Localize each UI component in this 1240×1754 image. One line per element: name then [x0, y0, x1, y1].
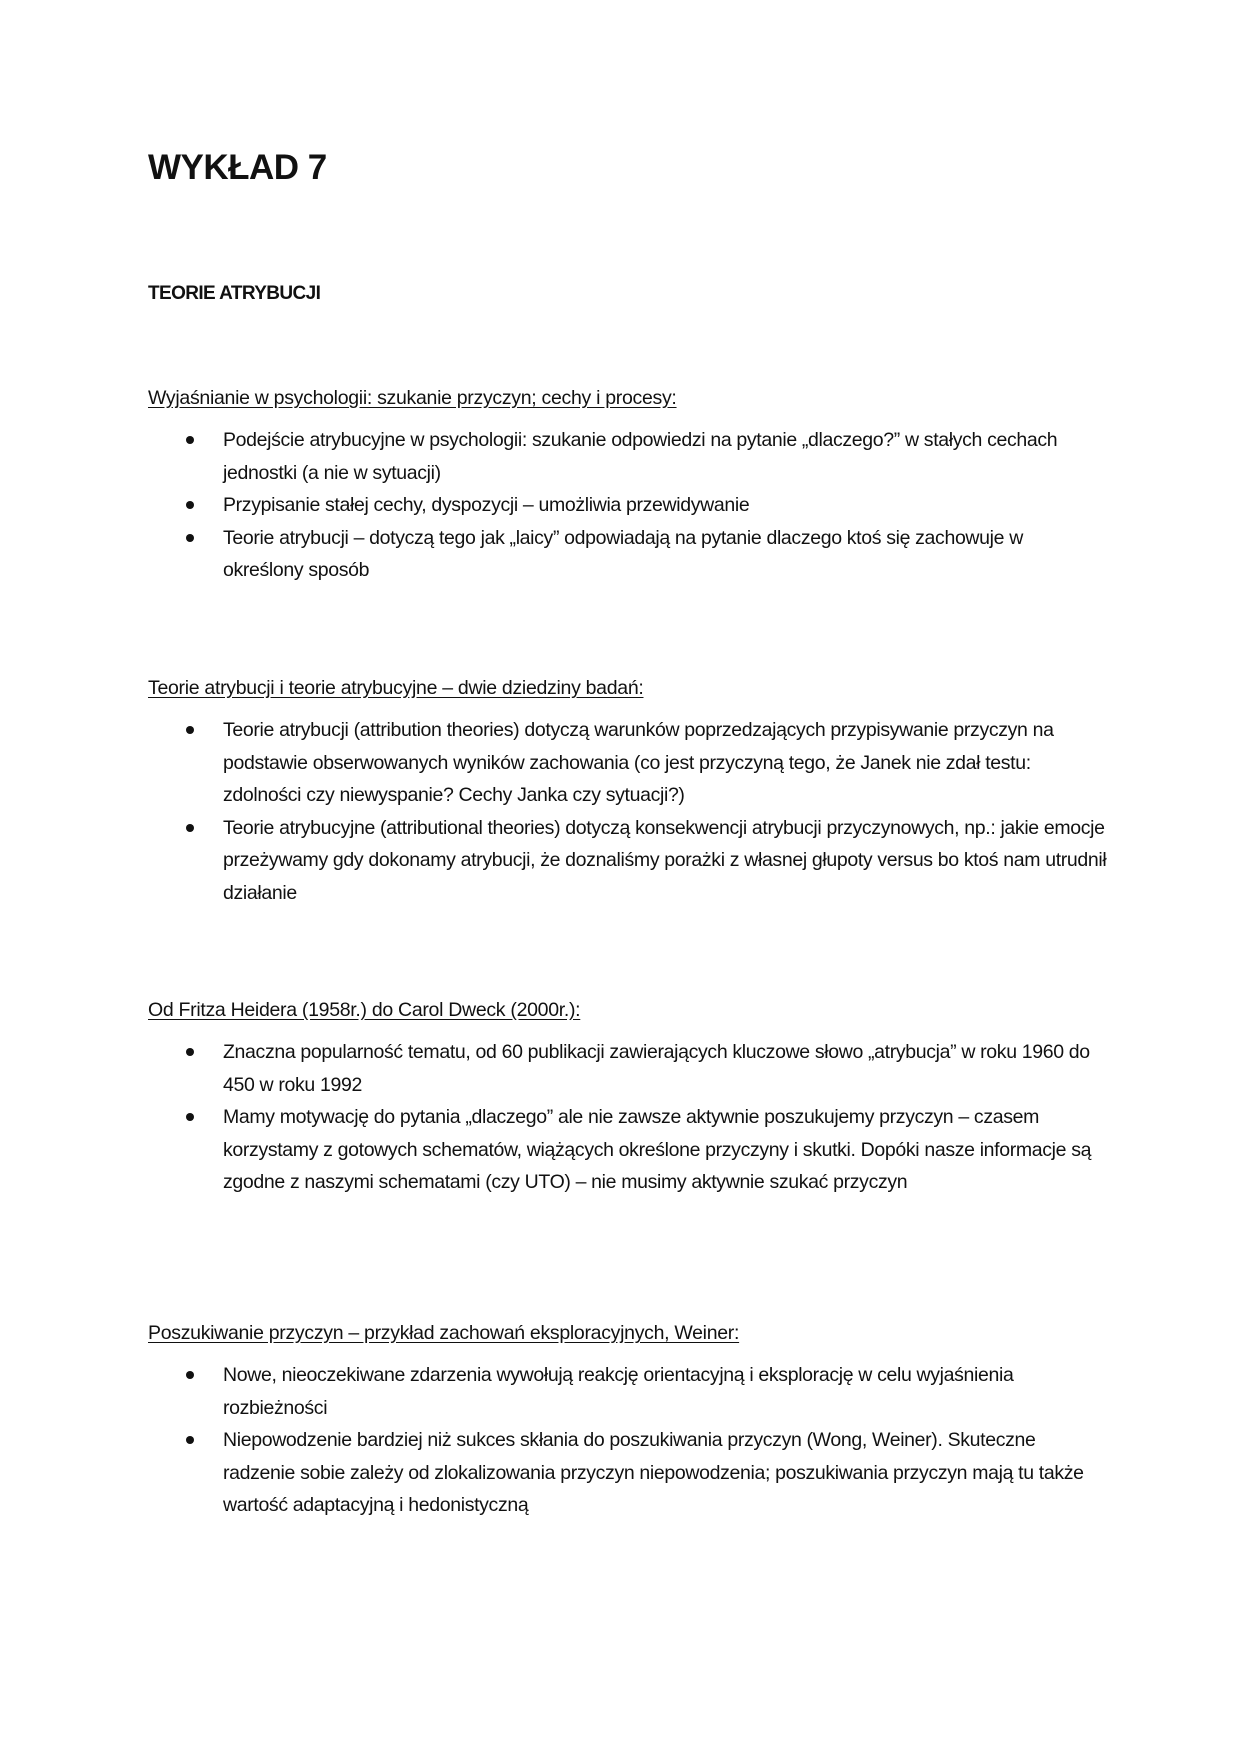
list-item — [148, 812, 1108, 910]
list-item-text: Nowe, nieoczekiwane zdarzenia wywołują reakcję orientacyjną i eksplorację w celu wyjaśnienia rozbieżności — [223, 1364, 1014, 1419]
bullet-list — [148, 424, 1088, 587]
bullet-icon — [186, 436, 194, 444]
bullet-icon — [186, 1436, 194, 1444]
section-heading: Poszukiwanie przyczyn – przykład zachowań eksploracyjnych, Weiner: — [148, 1322, 740, 1344]
list-item-text: Teorie atrybucji – dotyczą tego jak „laicy” odpowiadają na pytanie dlaczego ktoś się zachowuje w określony sposób — [223, 526, 1023, 581]
bullet-icon — [186, 534, 194, 542]
list-item — [148, 1424, 1108, 1522]
bullet-list — [148, 1359, 1088, 1522]
list-item-text: Teorie atrybucji (attribution theories) dotyczą warunków poprzedzających przypisywanie przyczyn na podstawie obserwowanych wyników zachowania (co jest przyczyną tego, że Janek nie zdał testu: zdolności czy niewyspanie? Cechy Janka czy sytuacji?) — [223, 719, 1054, 806]
section-heading: Od Fritza Heidera (1958r.) do Carol Dweck (2000r.): — [148, 999, 581, 1021]
bullet-list — [148, 714, 1107, 909]
list-item-text: Podejście atrybucyjne w psychologii: szukanie odpowiedzi na pytanie „dlaczego?” w stałych cechach jednostki (a nie w sytuacji) — [223, 429, 1058, 484]
section-heider-dweck — [148, 994, 1092, 1199]
list-item — [148, 1101, 1108, 1199]
list-item-text: Niepowodzenie bardziej niż sukces skłania do poszukiwania przyczyn (Wong, Weiner). Skuteczne radzenie sobie zależy od zlokalizowania przyczyn niepowodzenia; poszukiwania przyczyn mają tu także wartość adaptacyjną i hedonistyczną — [223, 1429, 1084, 1516]
bullet-icon — [186, 1113, 194, 1121]
bullet-icon — [186, 1048, 194, 1056]
page-title: WYKŁAD 7 — [148, 148, 327, 187]
list-item-text: Mamy motywację do pytania „dlaczego” ale nie zawsze aktywnie poszukujemy przyczyn – czasem korzystamy z gotowych schematów, wiążących określone przyczyny i skutki. Dopóki nasze informacje są zgodne z naszymi schematami (czy UTO) – nie musimy aktywnie szukać przyczyn — [223, 1106, 1092, 1193]
list-item-text: Teorie atrybucyjne (attributional theories) dotyczą konsekwencji atrybucji przyczynowych, np.: jakie emocje przeżywamy gdy dokonamy atrybucji, że doznaliśmy porażki z własnej głupoty versus bo ktoś nam utrudnił działanie — [223, 816, 1107, 904]
list-item — [148, 714, 1108, 812]
section-search-causes — [148, 1317, 1088, 1522]
list-item-text: Znaczna popularność tematu, od 60 publikacji zawierających kluczowe słowo „atrybucja” w roku 1960 do 450 w roku 1992 — [223, 1041, 1090, 1096]
bullet-icon — [186, 824, 194, 832]
list-item — [148, 424, 1108, 489]
section-explanation — [148, 382, 1088, 587]
bullet-list — [148, 1036, 1092, 1199]
list-item — [148, 489, 1108, 522]
bullet-icon — [186, 1371, 194, 1379]
list-item — [148, 1036, 1108, 1101]
bullet-icon — [186, 501, 194, 509]
section-heading: Wyjaśnianie w psychologii: szukanie przyczyn; cechy i procesy: — [148, 387, 677, 409]
list-item — [148, 1359, 1108, 1424]
page-subtitle: TEORIE ATRYBUCJI — [148, 283, 321, 304]
section-heading: Teorie atrybucji i teorie atrybucyjne – dwie dziedziny badań: — [148, 677, 644, 699]
list-item-text: Przypisanie stałej cechy, dyspozycji – umożliwia przewidywanie — [223, 494, 750, 516]
list-item — [148, 522, 1108, 587]
bullet-icon — [186, 726, 194, 734]
section-theories — [148, 672, 1107, 909]
